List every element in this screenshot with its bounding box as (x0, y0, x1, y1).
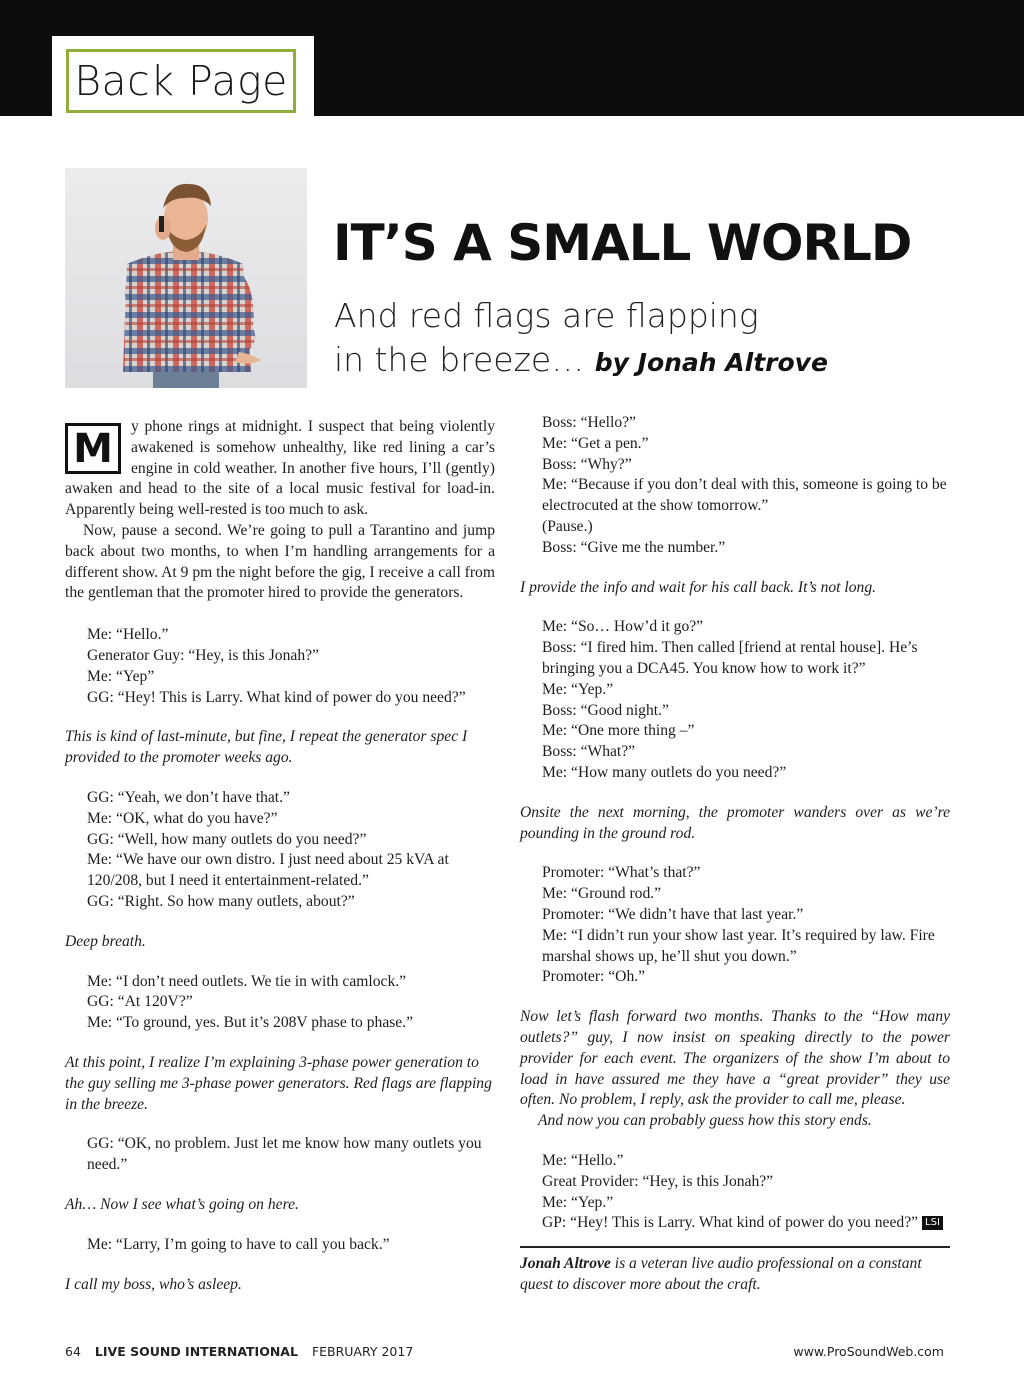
dialogue-line: Me: “Hello.” (542, 1151, 624, 1169)
narration: Onsite the next morning, the promoter wanders over as we’re pounding in the ground rod. (520, 803, 950, 842)
dialogue-line: GG: “Yeah, we don’t have that.” (87, 788, 290, 806)
dialogue-line: Promoter: “We didn’t have that last year.” (542, 905, 804, 923)
dialogue-line: Me: “Because if you don’t deal with this, someone is going to be electrocuted at the show tomorrow.” (542, 476, 947, 515)
issue-date: FEBRUARY 2017 (311, 1344, 414, 1359)
dialogue-block (520, 413, 950, 559)
dialogue-block (520, 863, 950, 988)
dialogue-line: Me: “I didn’t run your show last year. It’s required by law. Fire marshal shows up, he’ll shut you down.” (542, 926, 935, 965)
man-on-phone-photo (65, 168, 307, 388)
narration: Deep breath. (65, 932, 146, 950)
dialogue-line: (Pause.) (542, 517, 593, 535)
article-subtitle (334, 294, 1004, 385)
narration: And now you can probably guess how this story ends. (538, 1112, 872, 1130)
dialogue-line: Boss: “I fired him. Then called [friend at rental house]. He’s bringing you a DCA45. You know how to work it?” (542, 639, 918, 677)
opening-text: y phone rings at midnight. I suspect that being violently awakened is somehow unhealthy, like red lining a car’s engine in cold weather. In another five hours, I’ll (gently) awaken and head to the site of a local music festival for load-in. Apparently being well-rested is too much to ask. (65, 418, 495, 519)
opening-paragraph (65, 417, 495, 521)
section-tab (52, 36, 314, 122)
dialogue-line: Promoter: “What’s that?” (542, 864, 701, 882)
article-column-2 (520, 413, 950, 1296)
dialogue-line: Me: “Hello.” (87, 626, 169, 644)
footer-url[interactable]: www.ProSoundWeb.com (793, 1344, 944, 1359)
dialogue-block (65, 625, 495, 708)
dialogue-line: Me: “One more thing –” (542, 722, 695, 740)
dialogue-line: Me: “We have our own distro. I just need about 25 kVA at 120/208, but I need it entertainment-related.” (87, 851, 449, 890)
end-mark-logo: LSI (922, 1216, 943, 1230)
subtitle-line-2 (334, 338, 1004, 385)
footer-left (65, 1344, 413, 1359)
dialogue-line: Boss: “What?” (542, 743, 636, 761)
dialogue-block (65, 972, 495, 1034)
dialogue-line: Me: “Get a pen.” (542, 434, 649, 452)
dialogue-line: Great Provider: “Hey, is this Jonah?” (542, 1172, 774, 1190)
author-bio-text (520, 1254, 950, 1296)
dialogue-line: Boss: “Good night.” (542, 701, 669, 719)
dialogue-line-final (542, 1213, 950, 1234)
subtitle-line-1: And red flags are flapping (334, 296, 759, 335)
dialogue-line: Generator Guy: “Hey, is this Jonah?” (87, 646, 319, 664)
photo-illustration (65, 168, 307, 388)
dialogue-line: GG: “At 120V?” (87, 993, 193, 1011)
dialogue-line: GG: “Right. So how many outlets, about?” (87, 892, 355, 910)
narration: Ah… Now I see what’s going on here. (65, 1195, 299, 1213)
dialogue-line: Boss: “Give me the number.” (542, 538, 726, 556)
dialogue-block (520, 617, 950, 783)
dialogue-line: Me: “To ground, yes. But it’s 208V phase to phase.” (87, 1014, 414, 1032)
byline: by Jonah Altrove (594, 348, 828, 377)
dialogue-line: Me: “How many outlets do you need?” (542, 763, 787, 781)
dialogue-line: Boss: “Why?” (542, 455, 632, 473)
dialogue-line: GG: “Hey! This is Larry. What kind of power do you need?” (87, 688, 466, 706)
narration: Now let’s flash forward two months. Thanks to the “How many outlets?” guy, I now insist on speaking directly to the power provider for each event. The organizers of the show I’m about to load in have assured me they have a “great provider” they use often. No problem, I reply, ask the provider to call me, please. (520, 1008, 950, 1109)
final-line-text: GP: “Hey! This is Larry. What kind of power do you need?” (542, 1214, 919, 1232)
author-name: Jonah Altrove (520, 1255, 611, 1273)
subtitle-line-2-text: in the breeze… (334, 340, 585, 379)
dialogue-line: GG: “Well, how many outlets do you need?” (87, 830, 367, 848)
dialogue-block (65, 788, 495, 913)
narration: This is kind of last-minute, but fine, I repeat the generator spec I provided to the promoter weeks ago. (65, 728, 468, 767)
paragraph: Now, pause a second. We’re going to pull a Tarantino and jump back about two months, to when I’m handling arrangements for a different show. At 9 pm the night before the gig, I receive a call from the gentleman that the promoter hired to provide the generators. (65, 521, 495, 602)
dialogue-line: Me: “Larry, I’m going to have to call you back.” (87, 1235, 390, 1253)
author-bio (520, 1246, 950, 1296)
dialogue-line: Me: “Ground rod.” (542, 885, 662, 903)
dialogue-line: Boss: “Hello?” (542, 414, 636, 431)
dialogue-line: Me: “I don’t need outlets. We tie in with camlock.” (87, 972, 407, 990)
dialogue-block (65, 1134, 495, 1176)
dialogue-line: Me: “Yep” (87, 667, 155, 685)
narration: I call my boss, who’s asleep. (65, 1275, 242, 1293)
page-number: 64 (65, 1344, 81, 1359)
dialogue-line: Promoter: “Oh.” (542, 968, 646, 986)
article-column-1 (65, 417, 495, 1295)
dialogue-line: Me: “So… How’d it go?” (542, 618, 704, 636)
dialogue-block (65, 1235, 495, 1256)
magazine-name: LIVE SOUND INTERNATIONAL (94, 1344, 298, 1359)
article-title: IT’S A SMALL WORLD (333, 214, 912, 272)
dialogue-line: GG: “OK, no problem. Just let me know how many outlets you need.” (87, 1135, 482, 1174)
narration: I provide the info and wait for his call back. It’s not long. (520, 578, 877, 596)
dialogue-line: Me: “Yep.” (542, 1193, 614, 1211)
section-label: Back Page (66, 49, 296, 113)
dialogue-line: Me: “Yep.” (542, 680, 614, 698)
dialogue-block (520, 1151, 950, 1234)
author-bio-body: is a veteran live audio professional on a constant quest to discover more about the craft. (520, 1255, 922, 1293)
narration: At this point, I realize I’m explaining 3-phase power generation to the guy selling me 3-phase power generators. Red flags are flapping in the breeze. (65, 1053, 492, 1113)
drop-cap: M (65, 423, 121, 474)
dialogue-line: Me: “OK, what do you have?” (87, 809, 278, 827)
